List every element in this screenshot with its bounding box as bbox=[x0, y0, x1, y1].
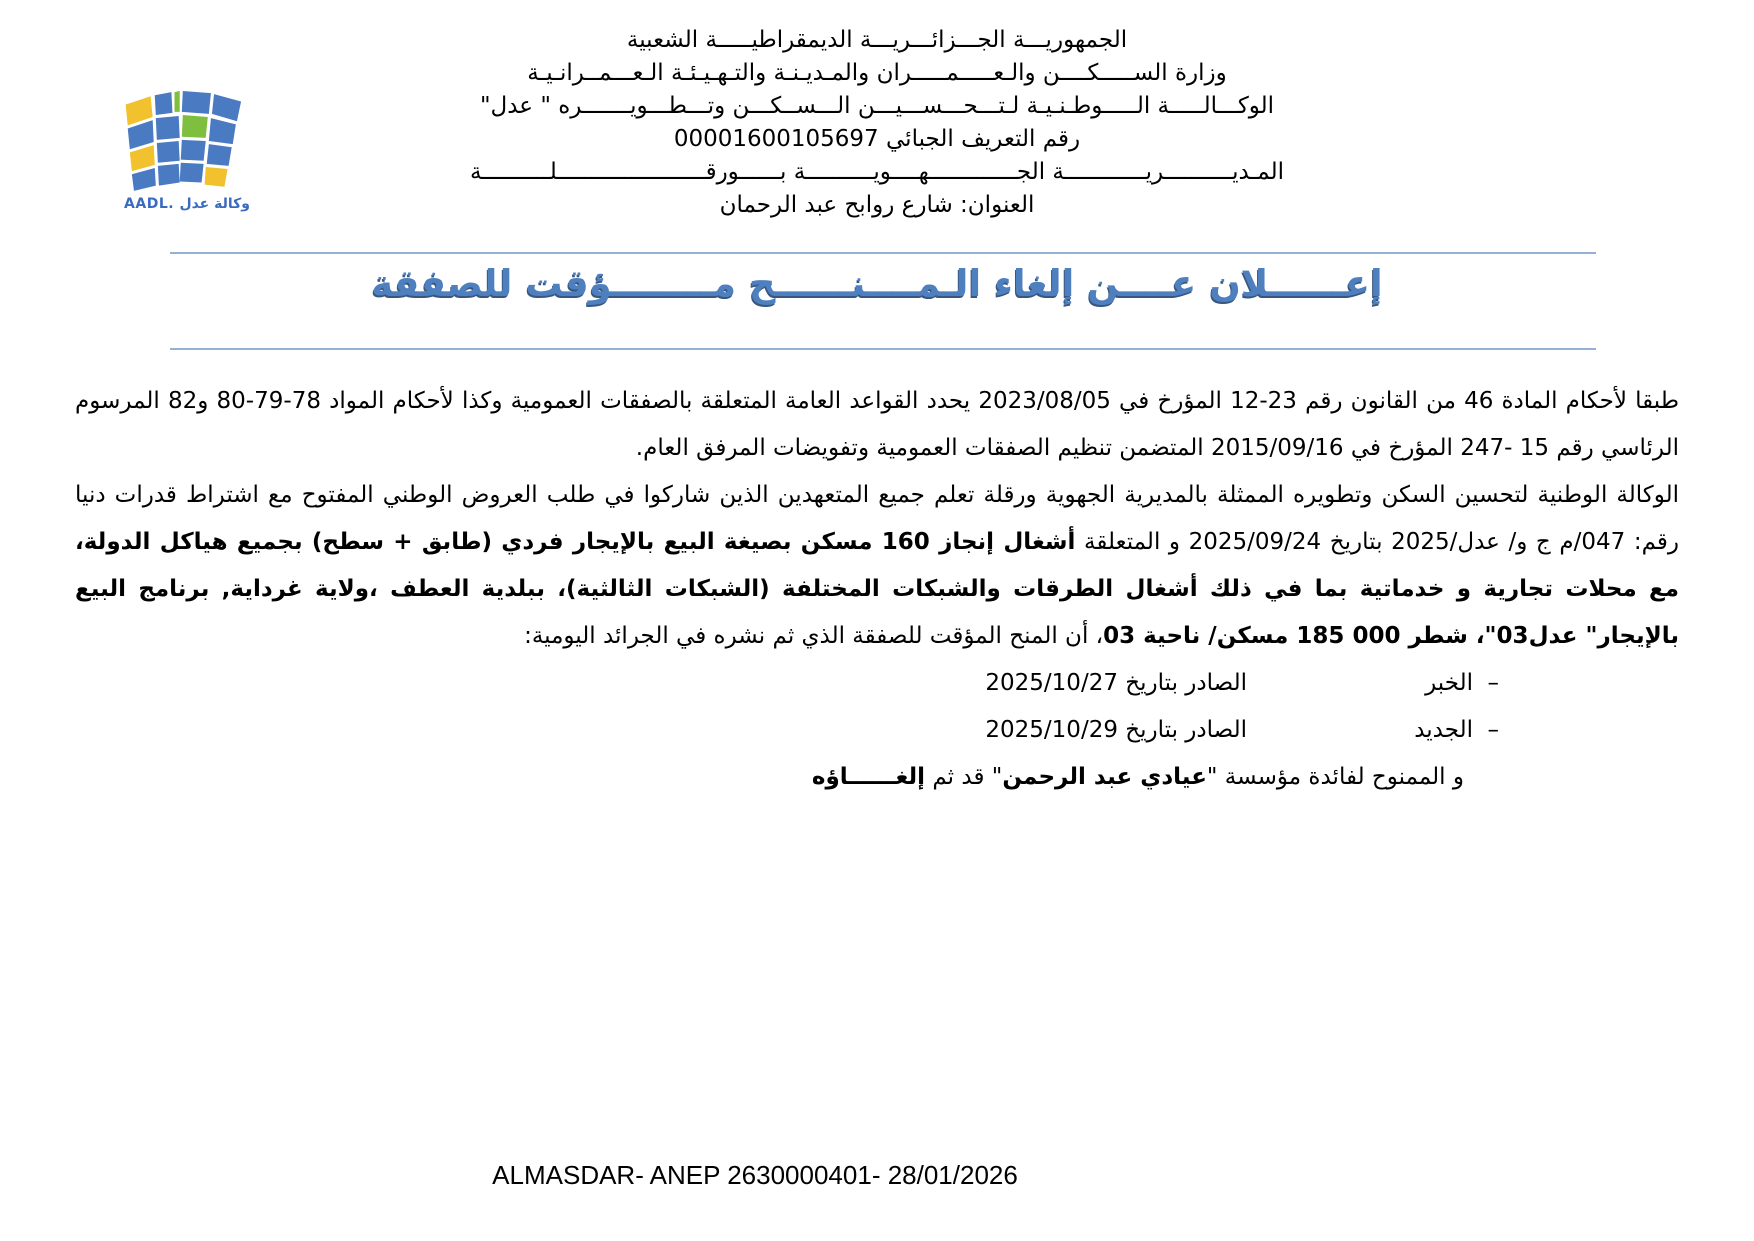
header-directorate-line: المـديــــــــــريــــــــــــة الجـــــــــــــهــــويــــــــــة بــــــورقــــــــــــــــــــــلــــــــــة bbox=[470, 159, 1284, 185]
newspaper-name: الجديد bbox=[1414, 717, 1473, 743]
legal-basis-paragraph: طبقا لأحكام المادة 46 من القانون رقم 23-12 المؤرخ في 2023/08/05 يحدد القواعد العامة المتعلقة بالصفقات العمومية وكذا لأحكام المواد 78-79-80 و82 المرسوم الرئاسي رقم 15 -247 المؤرخ في 2015/09/16 المتضمن تنظيم الصفقات العمومية وتفويضات المرفق العام. bbox=[75, 388, 1679, 461]
newspaper-row bbox=[75, 660, 1679, 707]
dash-bullet: – bbox=[1487, 717, 1499, 743]
header-address-line: العنوان: شارع روابح عبد الرحمان bbox=[719, 192, 1035, 218]
header-tax-id-line: رقم التعريف الجبائي 00001600105697 bbox=[673, 126, 1081, 152]
aadl-logo-caption: AADL. وكالة عدل bbox=[124, 196, 250, 212]
newspaper-issue-date: الصادر بتاريخ 2025/10/29 bbox=[985, 717, 1247, 743]
document-letterhead bbox=[180, 24, 1574, 222]
closing-paragraph: و الممنوح لفائدة مؤسسة "عيادي عبد الرحمن" قد ثم إلغــــــاؤه bbox=[811, 764, 1464, 790]
header-agency-line: الوكـــالـــــة الـــــوطـنـيـة لـتـــحـــســـيـــن الـــســكـــن وتـــطـــويـــــــره " عدل" bbox=[479, 93, 1275, 119]
header-republic-line: الجمهوريـــة الجـــزائـــريـــة الديمقراطيـــــة الشعبية bbox=[626, 27, 1128, 53]
divider-bottom bbox=[170, 348, 1596, 350]
newspaper-name: الخبر bbox=[1425, 670, 1473, 696]
anep-footer: ALMASDAR- ANEP 2630000401- 28/01/2026 bbox=[492, 1160, 1018, 1190]
notice-paragraph: الوكالة الوطنية لتحسين السكن وتطويره الممثلة بالمديرية الجهوية ورقلة تعلم جميع المتعهدين الذين شاركوا في طلب العروض الوطني المفتوح مع اشتراط قدرات دنيا رقم: 047/م ج و/ عدل/2025 بتاريخ 2025/09/24 و المتعلقة أشغال إنجاز 160 مسكن بصيغة البيع بالإيجار فردي (طابق + سطح) بجميع هياكل الدولة، مع محلات تجارية و خدماتية بما في ذلك أشغال الطرقات والشبكات المختلفة (الشبكات الثالثية)، ببلدية العطف ،ولاية غرداية, برنامج البيع بالإيجار" عدل03"، شطر 000 185 مسكن/ ناحية 03، أن المنح المؤقت للصفقة الذي ثم نشره في الجرائد اليومية: bbox=[75, 482, 1680, 649]
announcement-title: إعــــــلان عــــن إلغاء الـمــــنــــــح مــــــــؤقت للصفقة bbox=[371, 262, 1383, 305]
divider-top bbox=[170, 252, 1596, 254]
newspaper-row bbox=[75, 707, 1679, 754]
announcement-body bbox=[75, 378, 1679, 801]
header-ministry-line: وزارة الســـــكــــن والـعـــــمـــــران والمـديـنـة والتـهـيـئـة الـعـــمــرانـيـة bbox=[527, 60, 1227, 86]
dash-bullet: – bbox=[1487, 670, 1499, 696]
newspaper-issue-date: الصادر بتاريخ 2025/10/27 bbox=[985, 670, 1247, 696]
